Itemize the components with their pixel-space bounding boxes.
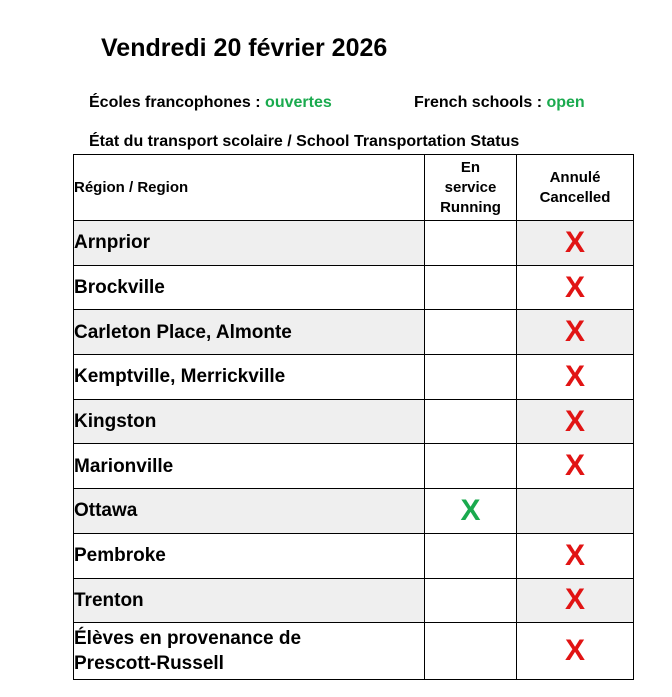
cancelled-x-mark: X: [564, 315, 585, 349]
header-running-line: service: [444, 178, 497, 196]
table-row: [74, 355, 634, 400]
schools-status-en: open: [546, 94, 585, 111]
cancelled-x-mark: X: [564, 583, 585, 617]
cancelled-x-mark: X: [564, 449, 585, 483]
region-cell: [74, 623, 425, 680]
table-body: [74, 221, 634, 680]
running-cell: [425, 444, 517, 489]
cancelled-cell: [517, 355, 634, 400]
cancelled-cell: [517, 221, 634, 266]
cancelled-x-mark: X: [564, 270, 585, 304]
region-name: Prescott-Russell: [74, 653, 224, 675]
running-cell: [425, 310, 517, 355]
region-name: Kingston: [74, 411, 157, 433]
header-running-line: Running: [440, 198, 501, 216]
region-name: Pembroke: [74, 545, 166, 567]
cancelled-x-mark: X: [564, 634, 585, 668]
header-region: Région / Region: [74, 155, 425, 221]
cancelled-cell: [517, 444, 634, 489]
running-cell: [425, 399, 517, 444]
table-row: [74, 221, 634, 266]
region-name: Élèves en provenance de: [74, 628, 302, 650]
region-cell: [74, 444, 425, 489]
table-row: [74, 310, 634, 355]
header-running: [425, 155, 517, 221]
region-name: Carleton Place, Almonte: [74, 321, 292, 343]
region-cell: [74, 533, 425, 578]
page-title: Vendredi 20 février 2026: [101, 34, 388, 62]
table-row: [74, 444, 634, 489]
region-cell: [74, 578, 425, 623]
cancelled-x-mark: X: [564, 538, 585, 572]
table-row: [74, 265, 634, 310]
region-cell: [74, 221, 425, 266]
region-name: Marionville: [74, 455, 174, 477]
table-row: [74, 623, 634, 680]
cancelled-cell: [517, 399, 634, 444]
table-row: [74, 533, 634, 578]
cancelled-cell: [517, 578, 634, 623]
cancelled-cell: [517, 265, 634, 310]
running-cell: [425, 623, 517, 680]
region-name: Brockville: [74, 277, 165, 299]
header-cancelled-line: Cancelled: [539, 188, 611, 206]
transport-status-caption: État du transport scolaire / School Transportation Status: [89, 133, 520, 150]
running-cell: [425, 221, 517, 266]
french-schools-status-fr: [89, 94, 332, 112]
header-cancelled-line: Annulé: [549, 168, 601, 186]
schools-label-fr: Écoles francophones :: [89, 94, 266, 111]
region-cell: [74, 310, 425, 355]
header-running-line: En: [460, 158, 481, 176]
cancelled-cell: [517, 623, 634, 680]
region-cell: [74, 355, 425, 400]
cancelled-cell: [517, 310, 634, 355]
cancelled-cell: [517, 533, 634, 578]
region-name: Arnprior: [74, 232, 150, 254]
cancelled-x-mark: X: [564, 225, 585, 259]
table-header-row: [74, 155, 634, 221]
cancelled-cell: [517, 489, 634, 534]
header-cancelled: [517, 155, 634, 221]
region-name: Trenton: [74, 589, 144, 611]
region-cell: [74, 489, 425, 534]
schools-label-en: French schools :: [414, 94, 547, 111]
running-cell: [425, 265, 517, 310]
running-cell: [425, 489, 517, 534]
schools-status-fr: ouvertes: [265, 94, 332, 111]
transport-status-table: [73, 154, 634, 680]
running-check-mark: X: [460, 493, 481, 527]
running-cell: [425, 533, 517, 578]
table-row: [74, 489, 634, 534]
running-cell: [425, 355, 517, 400]
cancelled-x-mark: X: [564, 404, 585, 438]
region-cell: [74, 265, 425, 310]
region-cell: [74, 399, 425, 444]
table-row: [74, 399, 634, 444]
region-name: Ottawa: [74, 500, 138, 522]
french-schools-status-en: [414, 94, 585, 112]
cancelled-x-mark: X: [564, 359, 585, 393]
table-row: [74, 578, 634, 623]
running-cell: [425, 578, 517, 623]
region-name: Kemptville, Merrickville: [74, 366, 286, 388]
